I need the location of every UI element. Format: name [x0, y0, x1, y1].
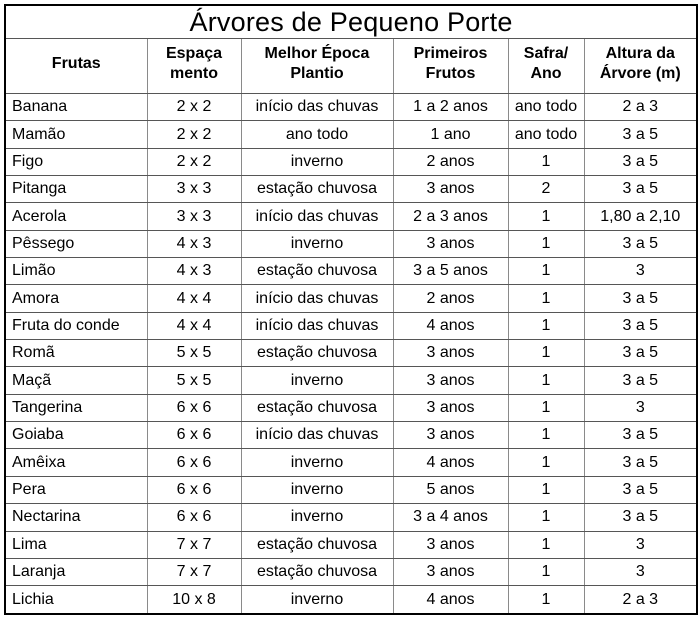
cell-altura-arvore: 3 a 5: [584, 422, 697, 449]
cell-espacamento: 2 x 2: [147, 148, 241, 175]
table-row: [5, 340, 697, 367]
cell-fruit-name: Figo: [5, 148, 147, 175]
cell-safra-ano: 1: [508, 586, 584, 614]
cell-safra-ano: ano todo: [508, 121, 584, 148]
column-header-melhor-epoca: Melhor Época Plantio: [241, 39, 393, 94]
column-header-altura-arvore: Altura da Árvore (m): [584, 39, 697, 94]
cell-melhor-epoca: inverno: [241, 230, 393, 257]
cell-safra-ano: 1: [508, 367, 584, 394]
column-header-safra-ano: Safra/ Ano: [508, 39, 584, 94]
cell-altura-arvore: 3 a 5: [584, 176, 697, 203]
cell-fruit-name: Lima: [5, 531, 147, 558]
cell-melhor-epoca: estação chuvosa: [241, 176, 393, 203]
cell-safra-ano: 1: [508, 312, 584, 339]
table-title: Árvores de Pequeno Porte: [5, 5, 697, 39]
cell-fruit-name: Mamão: [5, 121, 147, 148]
table-row: [5, 258, 697, 285]
cell-primeiros-frutos: 3 anos: [393, 531, 508, 558]
cell-altura-arvore: 3 a 5: [584, 230, 697, 257]
table-row: [5, 285, 697, 312]
cell-safra-ano: 1: [508, 531, 584, 558]
cell-espacamento: 5 x 5: [147, 367, 241, 394]
cell-altura-arvore: 3: [584, 558, 697, 585]
table-row: [5, 230, 697, 257]
cell-primeiros-frutos: 1 ano: [393, 121, 508, 148]
table-row: [5, 422, 697, 449]
table-row: [5, 394, 697, 421]
cell-primeiros-frutos: 3 anos: [393, 394, 508, 421]
cell-melhor-epoca: inverno: [241, 476, 393, 503]
cell-fruit-name: Lichia: [5, 586, 147, 614]
cell-fruit-name: Goiaba: [5, 422, 147, 449]
cell-espacamento: 7 x 7: [147, 531, 241, 558]
cell-safra-ano: ano todo: [508, 94, 584, 121]
cell-primeiros-frutos: 2 anos: [393, 148, 508, 175]
cell-safra-ano: 1: [508, 504, 584, 531]
cell-espacamento: 6 x 6: [147, 449, 241, 476]
cell-safra-ano: 1: [508, 340, 584, 367]
cell-safra-ano: 1: [508, 449, 584, 476]
cell-safra-ano: 1: [508, 230, 584, 257]
cell-safra-ano: 2: [508, 176, 584, 203]
cell-espacamento: 6 x 6: [147, 394, 241, 421]
cell-melhor-epoca: estação chuvosa: [241, 394, 393, 421]
cell-espacamento: 6 x 6: [147, 476, 241, 503]
cell-melhor-epoca: inverno: [241, 148, 393, 175]
cell-safra-ano: 1: [508, 148, 584, 175]
cell-espacamento: 2 x 2: [147, 94, 241, 121]
cell-primeiros-frutos: 3 a 4 anos: [393, 504, 508, 531]
table-body: [5, 94, 697, 615]
cell-primeiros-frutos: 4 anos: [393, 586, 508, 614]
cell-fruit-name: Maçã: [5, 367, 147, 394]
column-header-espacamento: Espaça mento: [147, 39, 241, 94]
column-header-frutas: Frutas: [5, 39, 147, 94]
column-header-primeiros-frutos: Primeiros Frutos: [393, 39, 508, 94]
cell-fruit-name: Fruta do conde: [5, 312, 147, 339]
cell-primeiros-frutos: 3 anos: [393, 340, 508, 367]
title-row: [5, 5, 697, 39]
cell-primeiros-frutos: 5 anos: [393, 476, 508, 503]
cell-altura-arvore: 3 a 5: [584, 285, 697, 312]
cell-melhor-epoca: início das chuvas: [241, 203, 393, 230]
cell-primeiros-frutos: 3 anos: [393, 176, 508, 203]
cell-fruit-name: Nectarina: [5, 504, 147, 531]
cell-melhor-epoca: estação chuvosa: [241, 531, 393, 558]
cell-melhor-epoca: inverno: [241, 367, 393, 394]
cell-espacamento: 3 x 3: [147, 203, 241, 230]
cell-altura-arvore: 3: [584, 258, 697, 285]
cell-fruit-name: Tangerina: [5, 394, 147, 421]
cell-primeiros-frutos: 3 anos: [393, 367, 508, 394]
cell-melhor-epoca: inverno: [241, 504, 393, 531]
table-row: [5, 367, 697, 394]
cell-altura-arvore: 3 a 5: [584, 476, 697, 503]
cell-altura-arvore: 3: [584, 394, 697, 421]
cell-melhor-epoca: início das chuvas: [241, 422, 393, 449]
cell-altura-arvore: 1,80 a 2,10: [584, 203, 697, 230]
cell-altura-arvore: 3 a 5: [584, 312, 697, 339]
cell-melhor-epoca: estação chuvosa: [241, 558, 393, 585]
cell-espacamento: 4 x 4: [147, 285, 241, 312]
cell-altura-arvore: 3 a 5: [584, 449, 697, 476]
table-row: [5, 203, 697, 230]
cell-primeiros-frutos: 3 anos: [393, 422, 508, 449]
table-row: [5, 148, 697, 175]
cell-fruit-name: Pera: [5, 476, 147, 503]
cell-safra-ano: 1: [508, 476, 584, 503]
cell-melhor-epoca: ano todo: [241, 121, 393, 148]
cell-espacamento: 2 x 2: [147, 121, 241, 148]
cell-fruit-name: Amora: [5, 285, 147, 312]
cell-fruit-name: Pêssego: [5, 230, 147, 257]
cell-fruit-name: Pitanga: [5, 176, 147, 203]
cell-safra-ano: 1: [508, 258, 584, 285]
cell-espacamento: 5 x 5: [147, 340, 241, 367]
cell-primeiros-frutos: 1 a 2 anos: [393, 94, 508, 121]
table-row: [5, 312, 697, 339]
cell-safra-ano: 1: [508, 422, 584, 449]
table-row: [5, 476, 697, 503]
cell-primeiros-frutos: 3 anos: [393, 558, 508, 585]
cell-safra-ano: 1: [508, 285, 584, 312]
cell-melhor-epoca: inverno: [241, 586, 393, 614]
cell-melhor-epoca: início das chuvas: [241, 312, 393, 339]
cell-melhor-epoca: estação chuvosa: [241, 258, 393, 285]
cell-primeiros-frutos: 4 anos: [393, 312, 508, 339]
cell-safra-ano: 1: [508, 394, 584, 421]
table-row: [5, 449, 697, 476]
cell-fruit-name: Amêixa: [5, 449, 147, 476]
cell-altura-arvore: 2 a 3: [584, 94, 697, 121]
column-header-row: [5, 39, 697, 94]
cell-altura-arvore: 3 a 5: [584, 340, 697, 367]
cell-espacamento: 6 x 6: [147, 504, 241, 531]
table-row: [5, 94, 697, 121]
cell-altura-arvore: 3: [584, 531, 697, 558]
cell-primeiros-frutos: 2 a 3 anos: [393, 203, 508, 230]
cell-espacamento: 7 x 7: [147, 558, 241, 585]
cell-espacamento: 4 x 3: [147, 258, 241, 285]
cell-altura-arvore: 3 a 5: [584, 504, 697, 531]
cell-melhor-epoca: início das chuvas: [241, 94, 393, 121]
cell-espacamento: 3 x 3: [147, 176, 241, 203]
table-row: [5, 558, 697, 585]
cell-primeiros-frutos: 3 a 5 anos: [393, 258, 508, 285]
cell-altura-arvore: 3 a 5: [584, 148, 697, 175]
cell-espacamento: 10 x 8: [147, 586, 241, 614]
cell-melhor-epoca: inverno: [241, 449, 393, 476]
cell-altura-arvore: 2 a 3: [584, 586, 697, 614]
cell-melhor-epoca: início das chuvas: [241, 285, 393, 312]
cell-primeiros-frutos: 4 anos: [393, 449, 508, 476]
cell-safra-ano: 1: [508, 203, 584, 230]
table-row: [5, 504, 697, 531]
cell-fruit-name: Romã: [5, 340, 147, 367]
cell-fruit-name: Laranja: [5, 558, 147, 585]
cell-fruit-name: Banana: [5, 94, 147, 121]
cell-espacamento: 4 x 3: [147, 230, 241, 257]
cell-safra-ano: 1: [508, 558, 584, 585]
cell-fruit-name: Limão: [5, 258, 147, 285]
small-trees-table: [4, 4, 698, 615]
cell-altura-arvore: 3 a 5: [584, 121, 697, 148]
cell-melhor-epoca: estação chuvosa: [241, 340, 393, 367]
cell-primeiros-frutos: 2 anos: [393, 285, 508, 312]
cell-altura-arvore: 3 a 5: [584, 367, 697, 394]
cell-espacamento: 6 x 6: [147, 422, 241, 449]
table-row: [5, 531, 697, 558]
cell-espacamento: 4 x 4: [147, 312, 241, 339]
cell-fruit-name: Acerola: [5, 203, 147, 230]
cell-primeiros-frutos: 3 anos: [393, 230, 508, 257]
table-row: [5, 586, 697, 614]
table-row: [5, 176, 697, 203]
table-row: [5, 121, 697, 148]
